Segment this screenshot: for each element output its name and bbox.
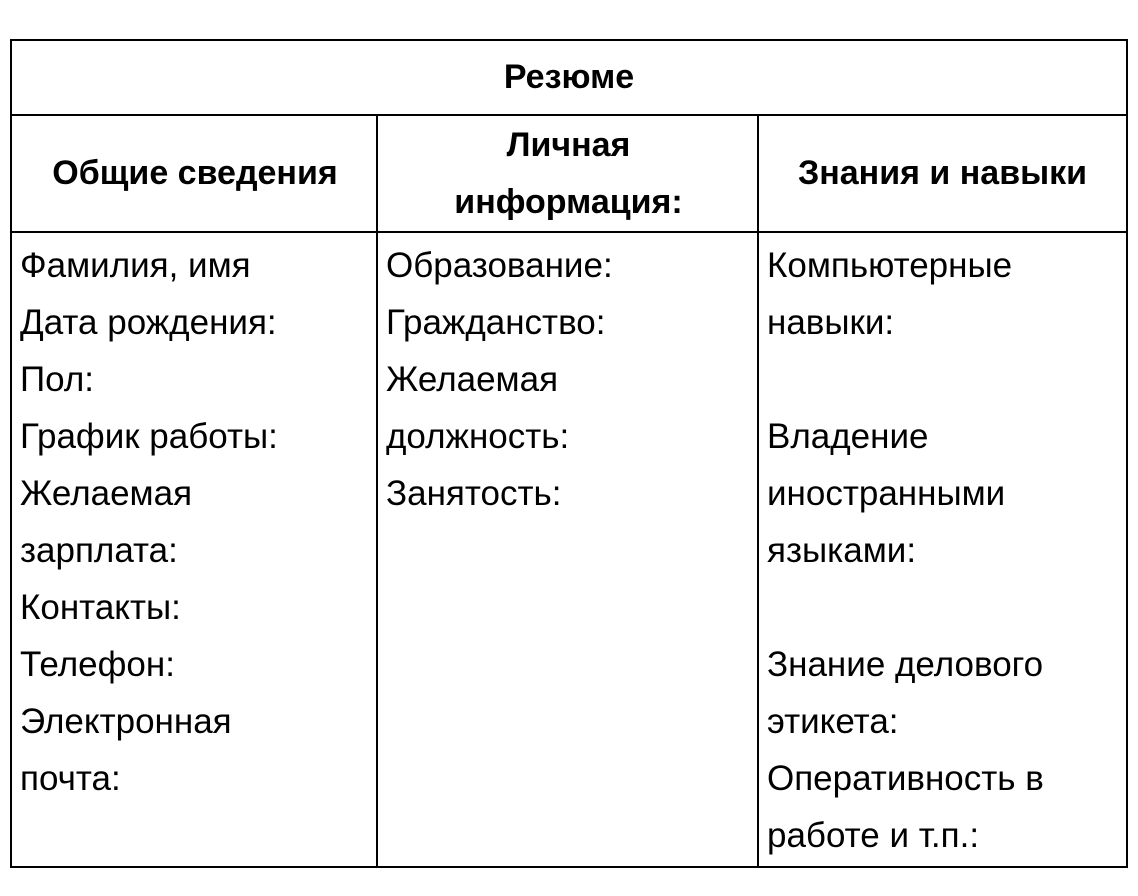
skills-line: Владение xyxy=(767,417,929,456)
header-skills xyxy=(759,116,1126,233)
personal-info-line: Образование: xyxy=(386,246,613,285)
skills-line: Оперативность в xyxy=(767,759,1044,798)
skills-cell xyxy=(759,233,1126,866)
general-info-line: зарплата: xyxy=(20,531,178,570)
general-info-line: Пол: xyxy=(20,360,94,399)
skills-line: работе и т.п.: xyxy=(767,816,980,855)
header-personal-info xyxy=(378,116,759,233)
personal-info-line: Желаемая xyxy=(386,360,559,399)
general-info-line: График работы: xyxy=(20,417,278,456)
personal-info-cell xyxy=(378,233,759,866)
general-info-line: Желаемая xyxy=(20,474,193,513)
general-info-line: Телефон: xyxy=(20,645,175,684)
general-info-line: Фамилия, имя xyxy=(20,246,251,285)
table-title: Резюме xyxy=(12,41,1126,116)
general-info-line: Дата рождения: xyxy=(20,303,277,342)
resume-table xyxy=(10,39,1128,868)
general-info-line: Электронная xyxy=(20,702,232,741)
header-personal-info-line-2: информация: xyxy=(454,182,683,221)
skills-spacer xyxy=(767,579,1126,636)
skills-line: иностранными xyxy=(767,474,1006,513)
header-general-info-label: Общие сведения xyxy=(52,154,338,192)
column-divider xyxy=(376,116,378,866)
personal-info-line: должность: xyxy=(386,417,570,456)
general-info-line: почта: xyxy=(20,759,121,798)
general-info-line: Контакты: xyxy=(20,588,181,627)
skills-line: навыки: xyxy=(767,303,895,342)
column-divider xyxy=(757,116,759,866)
skills-spacer xyxy=(767,351,1126,408)
header-skills-label: Знания и навыки xyxy=(797,154,1088,192)
header-general-info xyxy=(12,116,378,233)
skills-line: этикета: xyxy=(767,702,899,741)
skills-line: Компьютерные xyxy=(767,246,1013,285)
skills-line: Знание делового xyxy=(767,645,1044,684)
skills-line: языками: xyxy=(767,531,917,570)
personal-info-line: Гражданство: xyxy=(386,303,606,342)
header-personal-info-line-1: Личная xyxy=(506,125,631,164)
general-info-cell xyxy=(12,233,378,866)
personal-info-line: Занятость: xyxy=(386,474,562,513)
